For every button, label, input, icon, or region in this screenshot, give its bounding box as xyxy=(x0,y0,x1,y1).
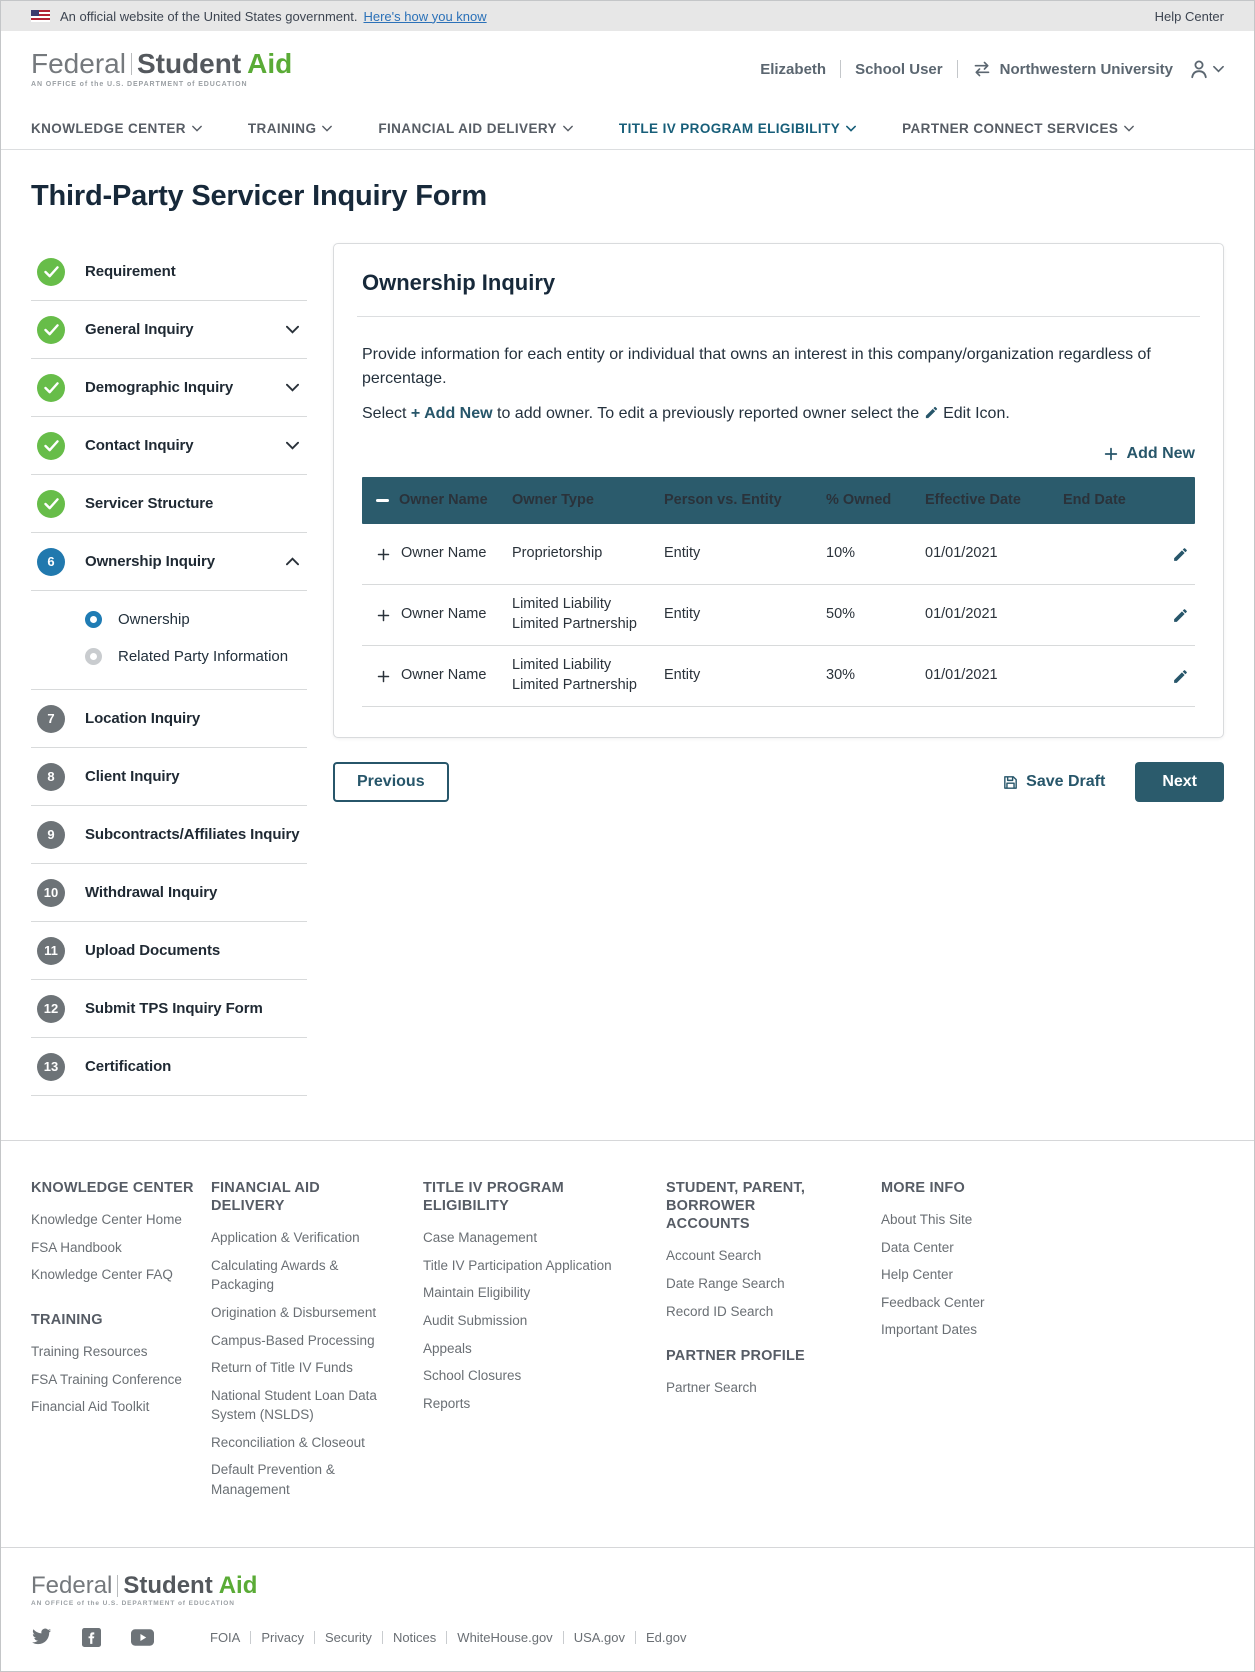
end-date xyxy=(1063,607,1151,623)
logo-federal: Federal xyxy=(31,1572,113,1600)
stepper-item-contact-inquiry[interactable] xyxy=(31,417,307,475)
footer-heading: TITLE IV PROGRAM ELIGIBILITY xyxy=(423,1180,564,1215)
footer-heading: TRAINING xyxy=(31,1311,103,1328)
stepper-item-withdrawal-inquiry[interactable] xyxy=(31,864,307,922)
step-label: Subcontracts/Affiliates Inquiry xyxy=(85,826,300,843)
gov-banner xyxy=(1,1,1254,31)
stepper xyxy=(31,243,307,1096)
fsa-logo[interactable] xyxy=(31,50,292,88)
card-title: Ownership Inquiry xyxy=(362,270,556,295)
org-name: Northwestern University xyxy=(999,60,1173,78)
footer-heading: KNOWLEDGE CENTER xyxy=(31,1180,194,1196)
footer-link[interactable]: Data Center xyxy=(881,1239,954,1255)
person-vs-entity: Entity xyxy=(664,667,701,684)
form-actions xyxy=(333,762,1224,802)
stepper-item-demographic-inquiry[interactable] xyxy=(31,359,307,417)
footer-link[interactable]: FSA Handbook xyxy=(31,1239,122,1255)
edit-owner-button[interactable] xyxy=(1151,538,1195,571)
col-owner-type: Owner Type xyxy=(512,491,594,508)
chevron-up-icon xyxy=(286,557,299,566)
page-title: Third-Party Servicer Inquiry Form xyxy=(31,180,487,212)
table-header-row xyxy=(362,477,1195,524)
footer-link[interactable]: Campus-Based Processing xyxy=(211,1332,375,1348)
step-number-badge: 8 xyxy=(37,763,65,791)
logo-student: Student xyxy=(136,48,242,79)
legal-link[interactable]: WhiteHouse.gov xyxy=(457,1629,553,1645)
stepper-item-client-inquiry[interactable] xyxy=(31,748,307,806)
nav-partner-connect-services[interactable]: PARTNER CONNECT SERVICES xyxy=(902,121,1134,136)
radio-unselected-icon[interactable] xyxy=(85,648,102,665)
stepper-item-subcontracts-affiliates-inquiry[interactable] xyxy=(31,806,307,864)
ownership-inquiry-card xyxy=(333,243,1224,738)
legal-link[interactable]: Privacy xyxy=(261,1629,304,1645)
intro-text: Provide information for each entity or individual that owns an interest in this company/organization regardless of percentage. xyxy=(362,346,1151,387)
footer-link[interactable]: Account Search xyxy=(666,1248,762,1264)
percent-owned: 30% xyxy=(826,667,856,684)
logo-student: Student xyxy=(123,1572,213,1600)
footer-link[interactable]: Case Management xyxy=(423,1230,538,1246)
next-button[interactable]: Next xyxy=(1135,762,1224,802)
save-icon xyxy=(1002,774,1019,791)
logo-tagline: AN OFFICE of the U.S. DEPARTMENT of EDUCATION xyxy=(31,81,248,88)
footer-heading: FINANCIAL AID DELIVERY xyxy=(211,1180,320,1215)
substep-label: Ownership xyxy=(118,611,190,628)
stepper-item-servicer-structure[interactable] xyxy=(31,475,307,533)
owner-name: Owner Name xyxy=(401,545,487,562)
logo-divider xyxy=(117,1575,118,1597)
user-name[interactable]: Elizabeth xyxy=(760,60,827,78)
footer-link[interactable]: Application & Verification xyxy=(211,1230,360,1246)
table-row xyxy=(362,524,1195,585)
instruction-text: Select + Add New to add owner. To edit a previously reported owner select the Edit Icon. xyxy=(362,405,1010,422)
org-switcher[interactable] xyxy=(972,60,1173,78)
footer-link[interactable]: Title IV Participation Application xyxy=(423,1257,612,1273)
main xyxy=(1,150,1254,1140)
person-icon xyxy=(1187,57,1211,81)
footer-link[interactable]: Financial Aid Toolkit xyxy=(31,1399,150,1415)
plus-icon xyxy=(1103,446,1119,462)
user-role[interactable]: School User xyxy=(855,60,943,78)
stepper-item-location-inquiry[interactable] xyxy=(31,690,307,748)
chevron-down-icon xyxy=(286,325,299,334)
logo-aid: Aid xyxy=(247,48,293,79)
help-center-link[interactable]: Help Center xyxy=(1154,8,1224,24)
col-percent-owned: % Owned xyxy=(826,491,892,508)
end-date xyxy=(1063,668,1151,684)
logo-aid: Aid xyxy=(218,1572,258,1600)
substep-label: Related Party Information xyxy=(118,648,289,665)
collapse-all-icon[interactable] xyxy=(376,499,389,502)
end-date xyxy=(1063,546,1151,562)
divider xyxy=(357,316,1200,317)
expand-row-icon[interactable] xyxy=(376,608,391,623)
save-draft-button[interactable]: Save Draft xyxy=(1002,773,1105,791)
substep-related-party-information[interactable] xyxy=(31,638,307,675)
logo-tagline: AN OFFICE of the U.S. DEPARTMENT of EDUCATION xyxy=(31,1600,235,1608)
account-menu[interactable] xyxy=(1187,57,1224,81)
step-label: Ownership Inquiry xyxy=(85,553,215,570)
add-new-inline-link[interactable]: + Add New xyxy=(410,405,493,422)
col-owner-name: Owner Name xyxy=(399,491,488,508)
legal-link[interactable]: Notices xyxy=(392,1629,437,1645)
step-label: Contact Inquiry xyxy=(85,437,194,454)
person-vs-entity: Entity xyxy=(664,545,701,562)
step-label: Location Inquiry xyxy=(85,710,201,727)
step-label: Certification xyxy=(85,1058,172,1075)
nav-training[interactable]: TRAINING xyxy=(248,121,332,136)
footer-link[interactable]: Date Range Search xyxy=(666,1275,785,1291)
social-links xyxy=(31,1628,154,1647)
step-label: Withdrawal Inquiry xyxy=(85,884,218,901)
footer-link[interactable]: Calculating Awards & Packaging xyxy=(211,1257,339,1293)
swap-icon xyxy=(972,60,992,78)
facebook-icon[interactable] xyxy=(82,1628,101,1647)
nav-financial-aid-delivery[interactable]: FINANCIAL AID DELIVERY xyxy=(378,121,573,136)
chevron-down-icon xyxy=(192,125,202,132)
logo-federal: Federal xyxy=(31,48,126,79)
edit-pencil-icon xyxy=(1172,668,1189,685)
step-label: Submit TPS Inquiry Form xyxy=(85,1000,263,1017)
owners-table xyxy=(362,477,1195,707)
legal-link[interactable]: Ed.gov xyxy=(646,1629,687,1645)
owner-name: Owner Name xyxy=(401,606,487,623)
footer-link[interactable]: Training Resources xyxy=(31,1343,148,1359)
footer-link[interactable]: Maintain Eligibility xyxy=(423,1285,531,1301)
col-end-date: End Date xyxy=(1063,491,1126,508)
edit-pencil-icon xyxy=(1172,607,1189,624)
chevron-down-icon xyxy=(286,441,299,450)
legal-link[interactable]: USA.gov xyxy=(573,1629,625,1645)
percent-owned: 50% xyxy=(826,606,856,623)
step-number-badge: 12 xyxy=(37,995,65,1023)
footer-link[interactable]: Knowledge Center FAQ xyxy=(31,1267,173,1283)
chevron-down-icon xyxy=(1124,125,1134,132)
footer-link[interactable]: Partner Search xyxy=(666,1380,757,1396)
nav-knowledge-center[interactable]: KNOWLEDGE CENTER xyxy=(31,121,202,136)
footer-heading: MORE INFO xyxy=(881,1180,965,1196)
chevron-down-icon xyxy=(1213,65,1224,73)
footer-heading: PARTNER PROFILE xyxy=(666,1348,805,1365)
previous-button[interactable]: Previous xyxy=(333,762,449,802)
youtube-icon[interactable] xyxy=(131,1629,154,1646)
legal-links xyxy=(200,1630,696,1645)
percent-owned: 10% xyxy=(826,545,856,562)
step-label: Client Inquiry xyxy=(85,768,180,785)
check-circle-icon xyxy=(37,374,65,402)
nav-title-iv-program-eligibility[interactable]: TITLE IV PROGRAM ELIGIBILITY xyxy=(619,121,856,136)
footer-link[interactable]: Return of Title IV Funds xyxy=(211,1360,353,1376)
twitter-icon[interactable] xyxy=(31,1628,52,1646)
step-number-badge: 11 xyxy=(37,937,65,965)
site-footer xyxy=(1,1140,1254,1547)
footer-link[interactable]: Help Center xyxy=(881,1267,954,1283)
legal-link[interactable]: FOIA xyxy=(210,1629,241,1645)
footer-link[interactable]: Appeals xyxy=(423,1340,472,1356)
footer-link[interactable]: School Closures xyxy=(423,1368,522,1384)
footer-link[interactable]: Record ID Search xyxy=(666,1303,774,1319)
expand-row-icon[interactable] xyxy=(376,547,391,562)
legal-link[interactable]: Security xyxy=(324,1629,372,1645)
check-circle-icon xyxy=(37,432,65,460)
stepper-item-upload-documents[interactable] xyxy=(31,922,307,980)
fsa-logo-footer[interactable] xyxy=(31,1574,1224,1608)
footer-link[interactable]: About This Site xyxy=(881,1212,973,1228)
step-number-badge: 6 xyxy=(37,548,65,576)
step-number-badge: 10 xyxy=(37,879,65,907)
stepper-item-general-inquiry[interactable] xyxy=(31,301,307,359)
table-row xyxy=(362,646,1195,707)
footer-link[interactable]: Audit Submission xyxy=(423,1312,528,1328)
step-label: Demographic Inquiry xyxy=(85,379,234,396)
owner-name: Owner Name xyxy=(401,667,487,684)
stepper-item-requirement[interactable] xyxy=(31,243,307,301)
footer-link[interactable]: Reports xyxy=(423,1395,471,1411)
col-effective-date: Effective Date xyxy=(925,491,1021,508)
owner-type: Proprietorship xyxy=(512,545,603,562)
footer-link[interactable]: Default Prevention & Management xyxy=(211,1462,335,1497)
substep-ownership[interactable] xyxy=(31,601,307,638)
col-person-vs-entity: Person vs. Entity xyxy=(664,491,782,508)
owner-type: Limited Liability Limited Partnership xyxy=(512,657,637,693)
ownership-substeps xyxy=(31,591,307,690)
stepper-item-certification[interactable] xyxy=(31,1038,307,1096)
check-circle-icon xyxy=(37,258,65,286)
edit-pencil-icon xyxy=(924,405,939,420)
check-circle-icon xyxy=(37,316,65,344)
user-area xyxy=(760,57,1224,81)
chevron-down-icon xyxy=(563,125,573,132)
footer-link[interactable]: Feedback Center xyxy=(881,1294,985,1310)
expand-row-icon[interactable] xyxy=(376,669,391,684)
effective-date: 01/01/2021 xyxy=(925,667,998,684)
footer-link[interactable]: Knowledge Center Home xyxy=(31,1212,182,1228)
step-number-badge: 9 xyxy=(37,821,65,849)
divider xyxy=(840,60,841,78)
footer-link[interactable]: Origination & Disbursement xyxy=(211,1304,377,1320)
chevron-down-icon xyxy=(846,125,856,132)
check-circle-icon xyxy=(37,490,65,518)
how-you-know-link[interactable]: Here's how you know xyxy=(363,8,487,24)
bottom-bar xyxy=(1,1547,1254,1671)
step-label: Servicer Structure xyxy=(85,495,214,512)
person-vs-entity: Entity xyxy=(664,606,701,623)
effective-date: 01/01/2021 xyxy=(925,545,998,562)
footer-link[interactable]: Reconciliation & Closeout xyxy=(211,1434,365,1450)
radio-selected-icon[interactable] xyxy=(85,611,102,628)
divider xyxy=(957,60,958,78)
footer-link[interactable]: Important Dates xyxy=(881,1322,978,1338)
owner-type: Limited Liability Limited Partnership xyxy=(512,596,637,632)
step-label: Upload Documents xyxy=(85,942,221,959)
edit-owner-button[interactable] xyxy=(1151,660,1195,693)
us-flag-icon xyxy=(31,10,50,22)
gov-banner-text: An official website of the United States government. xyxy=(60,8,358,24)
add-new-button[interactable]: Add New xyxy=(1103,445,1195,463)
footer-link[interactable]: FSA Training Conference xyxy=(31,1371,182,1387)
table-row xyxy=(362,585,1195,646)
step-number-badge: 13 xyxy=(37,1053,65,1081)
edit-owner-button[interactable] xyxy=(1151,599,1195,632)
step-label: General Inquiry xyxy=(85,321,194,338)
logo-divider xyxy=(131,53,132,75)
effective-date: 01/01/2021 xyxy=(925,606,998,623)
stepper-item-ownership-inquiry[interactable] xyxy=(31,533,307,591)
site-header xyxy=(1,31,1254,107)
footer-link[interactable]: National Student Loan Data System (NSLDS) xyxy=(211,1387,377,1423)
footer-heading: STUDENT, PARENT, BORROWER ACCOUNTS xyxy=(666,1180,806,1233)
main-nav xyxy=(1,107,1254,150)
step-label: Requirement xyxy=(85,263,176,280)
stepper-item-submit-tps-inquiry-form[interactable] xyxy=(31,980,307,1038)
edit-pencil-icon xyxy=(1172,546,1189,563)
step-number-badge: 7 xyxy=(37,705,65,733)
chevron-down-icon xyxy=(322,125,332,132)
chevron-down-icon xyxy=(286,383,299,392)
